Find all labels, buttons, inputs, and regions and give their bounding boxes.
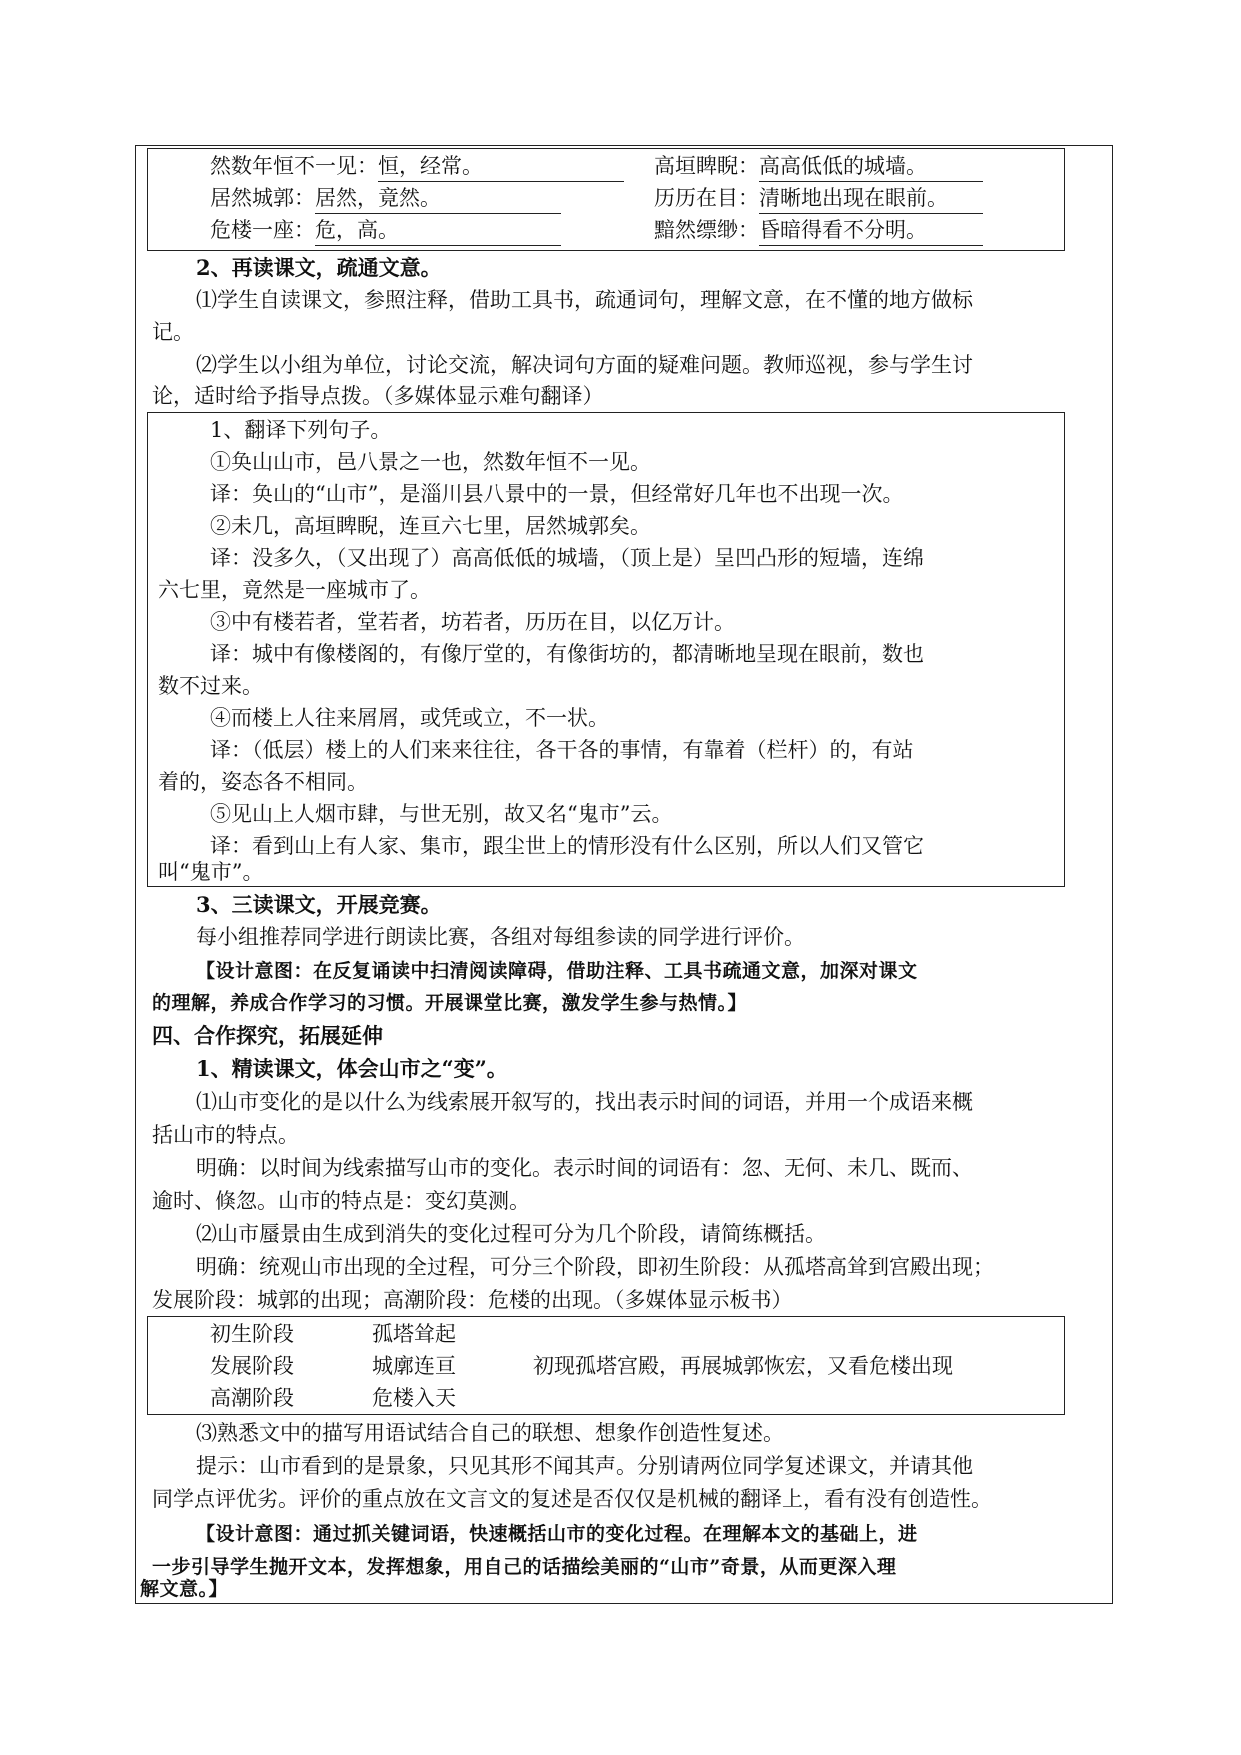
vocab-row	[654, 215, 983, 246]
translation-line: ⑤见山上人烟市肆，与世无别，故又名“鬼市”云。	[210, 802, 673, 826]
stage-desc: 孤塔耸起	[372, 1322, 456, 1346]
translation-line: ②未几，高垣睥睨，连亘六七里，居然城郭矣。	[210, 514, 651, 538]
translation-line: ③中有楼若者，堂若者，坊若者，历历在目，以亿万计。	[210, 610, 735, 634]
paragraph: 明确：统观山市出现的全过程，可分三个阶段，即初生阶段：从孤塔高耸到宫殿出现；	[196, 1255, 994, 1279]
paragraph: 括山市的特点。	[152, 1123, 299, 1147]
stage-name: 发展阶段	[210, 1354, 294, 1378]
design-intent: 一步引导学生抛开文本，发挥想象，用自己的话描绘美丽的“山市”奇景，从而更深入理	[152, 1556, 897, 1578]
paragraph: ⑵山市蜃景由生成到消失的变化过程可分为几个阶段，请简练概括。	[196, 1222, 826, 1246]
vocab-row	[210, 215, 561, 246]
design-intent: 【设计意图：在反复诵读中扫清阅读障碍，借助注释、工具书疏通文意，加深对课文	[196, 960, 918, 982]
design-intent: 【设计意图：通过抓关键词语，快速概括山市的变化过程。在理解本文的基础上，进	[196, 1523, 918, 1545]
vocab-definition: 高高低低的城墙。	[759, 151, 983, 182]
paragraph: 明确：以时间为线索描写山市的变化。表示时间的词语有：忽、无何、未几、既而、	[196, 1156, 973, 1180]
translation-line: 译：看到山上有人家、集市，跟尘世上的情形没有什么区别，所以人们又管它	[210, 834, 924, 858]
stage-name: 高潮阶段	[210, 1386, 294, 1410]
stages-summary: 初现孤塔宫殿，再展城郭恢宏，又看危楼出现	[533, 1354, 953, 1378]
translation-line: 译：没多久，（又出现了）高高低低的城墙，（顶上是）呈凹凸形的短墙，连绵	[210, 546, 924, 570]
paragraph: ⑴学生自读课文，参照注释，借助工具书，疏通词句，理解文意，在不懂的地方做标	[196, 288, 973, 312]
translation-line: 着的，姿态各不相同。	[158, 770, 368, 794]
paragraph: 逾时、倏忽。山市的特点是：变幻莫测。	[152, 1189, 530, 1213]
stage-desc: 危楼入天	[372, 1386, 456, 1410]
vocab-definition: 昏暗得看不分明。	[759, 215, 983, 246]
vocab-term: 历历在目：	[654, 186, 759, 210]
paragraph: 发展阶段：城郭的出现；高潮阶段：危楼的出现。（多媒体显示板书）	[152, 1288, 793, 1312]
paragraph: ⑶熟悉文中的描写用语试结合自己的联想、想象作创造性复述。	[196, 1421, 784, 1445]
translation-line: 数不过来。	[158, 674, 263, 698]
translation-line: 叫“鬼市”。	[158, 860, 264, 884]
paragraph: 同学点评优劣。评价的重点放在文言文的复述是否仅仅是机械的翻译上，看有没有创造性。	[152, 1487, 992, 1511]
translation-line: 译：奂山的“山市”，是淄川县八景中的一景，但经常好几年也不出现一次。	[210, 482, 904, 506]
paragraph: 每小组推荐同学进行朗读比赛，各组对每组参读的同学进行评价。	[196, 925, 805, 949]
paragraph: 提示：山市看到的是景象，只见其形不闻其声。分别请两位同学复述课文，并请其他	[196, 1454, 973, 1478]
vocab-definition: 恒，经常。	[378, 151, 624, 182]
paragraph: 论，适时给予指导点拨。（多媒体显示难句翻译）	[152, 384, 604, 408]
vocab-term: 危楼一座：	[210, 218, 315, 242]
translation-line: 1、翻译下列句子。	[210, 418, 392, 442]
section-heading: 3、三读课文，开展竞赛。	[196, 892, 442, 917]
subsection-heading: 1、精读课文，体会山市之“变”。	[196, 1056, 508, 1081]
vocab-definition: 危，高。	[315, 215, 561, 246]
vocab-term: 黯然缥缈：	[654, 218, 759, 242]
translation-line: 六七里，竟然是一座城市了。	[158, 578, 431, 602]
vocab-definition: 居然，竟然。	[315, 183, 561, 214]
paragraph: ⑴山市变化的是以什么为线索展开叙写的，找出表示时间的词语，并用一个成语来概	[196, 1090, 973, 1114]
translation-line: ④而楼上人往来屑屑，或凭或立，不一状。	[210, 706, 609, 730]
vocab-row	[210, 183, 561, 214]
stage-desc: 城廓连亘	[372, 1354, 456, 1378]
design-intent: 解文意。】	[140, 1578, 229, 1600]
translation-line: 译：城中有像楼阁的，有像厅堂的，有像街坊的，都清晰地呈现在眼前，数也	[210, 642, 924, 666]
vocab-term: 居然城郭：	[210, 186, 315, 210]
vocab-row	[210, 151, 624, 182]
stage-name: 初生阶段	[210, 1322, 294, 1346]
paragraph: 记。	[152, 320, 194, 344]
vocab-row	[654, 151, 983, 182]
design-intent: 的理解，养成合作学习的习惯。开展课堂比赛，激发学生参与热情。】	[152, 992, 748, 1014]
vocab-row	[654, 183, 983, 214]
translation-line: ①奂山山市，邑八景之一也，然数年恒不一见。	[210, 450, 651, 474]
section-heading: 四、合作探究，拓展延伸	[152, 1023, 383, 1048]
vocab-term: 高垣睥睨：	[654, 154, 759, 178]
paragraph: ⑵学生以小组为单位，讨论交流，解决词句方面的疑难问题。教师巡视，参与学生讨	[196, 353, 973, 377]
vocab-term: 然数年恒不一见：	[210, 154, 378, 178]
translation-line: 译：（低层）楼上的人们来来往往，各干各的事情，有靠着（栏杆）的，有站	[210, 738, 914, 762]
vocab-definition: 清晰地出现在眼前。	[759, 183, 983, 214]
section-heading: 2、再读课文，疏通文意。	[196, 255, 442, 280]
